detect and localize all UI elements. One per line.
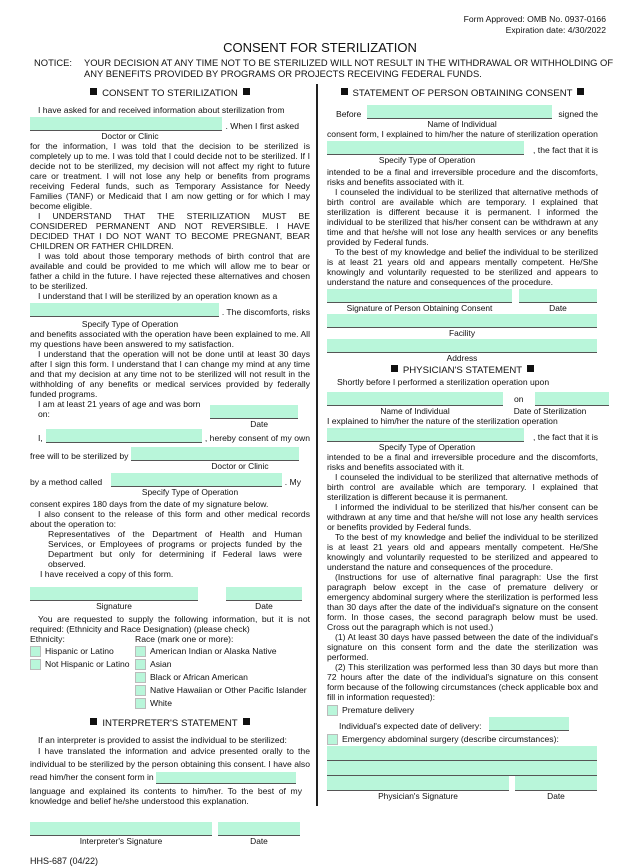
text: To the best of my knowledge and belief the individual to be sterilized is at least 21 years old and appears mentally competent. He/She knowingly and voluntarily requested to be sterilized and appeared to understand the nature and consequences of the procedure. (327, 532, 598, 572)
square-bullet-icon (527, 365, 534, 372)
signature-date-field[interactable] (226, 587, 302, 601)
square-bullet-icon (243, 88, 250, 95)
checkbox[interactable] (135, 659, 146, 670)
interpreter-signature-field[interactable] (30, 822, 212, 836)
text: I counseled the individual to be sterilized that alternative methods of birth control are available which are temporary. I explained that sterilization is different because it is permanent. (327, 472, 598, 502)
option-label: Hispanic or Latino (45, 646, 114, 656)
caption: Specify Type of Operation (81, 319, 179, 329)
caption: Date of Sterilization (513, 406, 587, 416)
text: , the fact that it is (533, 432, 598, 442)
caption: Address (446, 353, 478, 363)
notice-label: NOTICE: (34, 57, 73, 68)
doctor-clinic-field[interactable] (30, 117, 222, 131)
text: Shortly before I performed a sterilization operation upon (337, 377, 550, 387)
caption: Interpreter's Signature (79, 836, 163, 846)
caption: Specify Type of Operation (378, 442, 476, 452)
caption: Date (250, 419, 268, 429)
physician-date-field[interactable] (515, 776, 597, 791)
option-label: Asian (150, 659, 172, 669)
race-option[interactable] (135, 684, 307, 696)
text: consent form, I explained to him/her the nature of sterilization operation (327, 129, 598, 139)
checkbox[interactable] (135, 672, 146, 683)
obtaining-heading (327, 88, 598, 100)
consent-text: I have asked for and received information about sterilization from (38, 105, 285, 115)
option-label: Black or African American (150, 672, 248, 682)
obtaining-title: STATEMENT OF PERSON OBTAINING CONSENT (352, 88, 573, 99)
ethnicity-label: Ethnicity: (30, 634, 65, 644)
race-option[interactable] (135, 645, 307, 657)
option-label: Emergency abdominal surgery (describe circumstances): (342, 734, 559, 744)
form-title: CONSENT FOR STERILIZATION (223, 40, 417, 55)
signature-field[interactable] (30, 587, 198, 601)
sterilization-date-field[interactable] (535, 392, 609, 406)
text: , the fact that it is (533, 145, 598, 155)
interpreter-heading (30, 718, 310, 730)
physician-signature-field[interactable] (327, 776, 509, 791)
consent-text: Representatives of the Department of Health and Human Services, or Employees of programs or projects funded by the Department but only for determining if Federal laws were observed. (48, 529, 302, 569)
caption: Specify Type of Operation (141, 487, 239, 497)
omb-number: Form Approved: OMB No. 0937-0166 (463, 14, 606, 24)
consent-text: for the information, I was told that the decision to be sterilized is completely up to me. I was told that I could decide not to be sterilized. If I decide not to be sterilized, my decision will not affect my right to future care or treatment. I will not lose any help or benefits from programs receiving Federal funds, such as Temporary Assistance for Needy Families (TANF) or Medicaid that I am now getting or for which I may become eligible. (30, 141, 310, 211)
square-bullet-icon (341, 88, 348, 95)
obtainer-date-field[interactable] (519, 289, 597, 303)
ethnicity-not-hispanic[interactable] (30, 658, 135, 670)
caption: Signature of Person Obtaining Consent (346, 303, 493, 313)
consent-text: by a method called (30, 477, 103, 487)
square-bullet-icon (243, 718, 250, 725)
option-label: American Indian or Alaska Native (150, 646, 277, 656)
consent-text: I have received a copy of this form. (40, 569, 174, 579)
emergency-surgery-option[interactable] (327, 733, 598, 745)
consent-text: You are requested to supply the following information, but it is not required: (Ethnicity and Race Designation) (please check) (30, 614, 310, 634)
text: I counseled the individual to be sterilized that alternative methods of birth control are available which are temporary. I explained that sterilization is different because it is permanent. I informed the individual to be sterilized that his/her consent can be withdrawn at any time and that he/she will not lose any health services or any benefits provided by Federal funds. (327, 187, 598, 247)
checkbox[interactable] (30, 646, 41, 657)
consent-text: . When I first asked (225, 121, 299, 131)
caption: Name of Individual (427, 119, 497, 129)
interpreter-text: If an interpreter is provided to assist the individual to be sterilized: (38, 735, 287, 745)
consent-text: I am at least 21 years of age and was born on: (38, 399, 201, 419)
interpreter-title: INTERPRETER'S STATEMENT (102, 718, 238, 729)
text: (Instructions for use of alternative final paragraph: Use the first paragraph below except in the case of premature delivery or emergency abdominal surgery where the sterilization is performed less than 30 days after the date of the individual's signature on the consent form. In those cases, the second paragraph below must be used. Cross out the paragraph which is not used.) (327, 572, 598, 632)
interpreter-date-field[interactable] (218, 822, 300, 836)
caption: Facility (448, 328, 476, 338)
consent-text: . The discomforts, risks (221, 307, 310, 317)
caption: Date (250, 836, 268, 846)
caption: Signature (96, 601, 132, 611)
option-label: Not Hispanic or Latino (45, 659, 130, 669)
caption: Date (547, 791, 565, 801)
consent-text: . My (284, 477, 301, 487)
text: intended to be a final and irreversible procedure and the discomforts, risks and benefits associated with it. (327, 167, 598, 187)
obtaining-consent-section (327, 88, 598, 801)
circumstances-field-2[interactable] (327, 761, 597, 776)
text: To the best of my knowledge and belief the individual to be sterilized is at least 21 years old and appears mentally competent. He/She knowingly and voluntarily requested to be sterilized and appears to understand the nature and consequences of the procedure. (327, 247, 598, 287)
interpreter-text: language and explained its contents to him/her. To the best of my knowledge and belief he/she understood this explanation. (30, 786, 302, 806)
obtainer-signature-field[interactable] (327, 289, 512, 303)
checkbox[interactable] (135, 685, 146, 696)
physician-operation-type-field[interactable] (327, 428, 524, 442)
premature-delivery-option[interactable] (327, 704, 598, 716)
expiration-date: Expiration date: 4/30/2022 (505, 25, 606, 35)
language-field[interactable] (156, 772, 296, 784)
individual-name-field[interactable] (46, 429, 202, 443)
omb-info (464, 14, 606, 36)
individual-name-field[interactable] (367, 105, 552, 119)
operation-type-field[interactable] (327, 141, 524, 155)
physician-heading (327, 365, 598, 377)
text: intended to be a final and irreversible procedure and the discomforts, risks and benefits associated with it. (327, 452, 598, 472)
interpreter-paragraph (30, 745, 310, 784)
checkbox[interactable] (327, 734, 338, 745)
race-label: Race (mark one or more): (135, 634, 234, 644)
consent-text: I also consent to the release of this form and other medical records about the operation to: (30, 509, 310, 529)
address-field[interactable] (327, 339, 597, 353)
consent-text: , hereby consent of my own (204, 433, 310, 443)
consent-text: and benefits associated with the operation have been explained to me. All my questions have been answered to my satisfaction. (30, 329, 310, 349)
consent-text: I UNDERSTAND THAT THE STERILIZATION MUST BE CONSIDERED PERMANENT AND NOT REVERSIBLE. I HAVE DECIDED THAT I DO NOT WANT TO BECOME PREGNANT, BEAR CHILDREN OR FATHER CHILDREN. (30, 211, 310, 251)
checkbox[interactable] (327, 705, 338, 716)
expected-delivery-date-field[interactable] (489, 717, 569, 731)
text: Before (336, 109, 362, 119)
race-option[interactable] (135, 671, 307, 683)
notice-text: YOUR DECISION AT ANY TIME NOT TO BE STERILIZED WILL NOT RESULT IN THE WITHDRAWAL OR WITHHOLDING OF ANY BENEFITS PROVIDED BY PROGRAMS OR PROJECTS RECEIVING FEDERAL FUNDS. (84, 57, 614, 79)
circumstances-field-1[interactable] (327, 746, 597, 761)
caption: Name of Individual (380, 406, 450, 416)
text: (2) This sterilization was performed less than 30 days but more than 72 hours after the date of the individual's signature on this consent form because of the following circumstances (check applicable box and fill in information requested): (327, 662, 598, 702)
caption: Doctor or Clinic (211, 461, 269, 471)
option-label: Native Hawaiian or Other Pacific Islander (150, 685, 307, 695)
form-number: HHS-687 (04/22) (30, 856, 99, 866)
caption: Specify Type of Operation (378, 155, 476, 165)
text: on (514, 394, 524, 404)
method-field[interactable] (111, 473, 282, 487)
doctor-clinic-field-2[interactable] (131, 447, 299, 461)
consent-text: I, (38, 433, 43, 443)
consent-section (30, 88, 310, 867)
consent-text: consent expires 180 days from the date of my signature below. (30, 499, 269, 509)
consent-text: free will to be sterilized by (30, 451, 129, 461)
physician-individual-name-field[interactable] (327, 392, 503, 406)
square-bullet-icon (577, 88, 584, 95)
ethnicity-hispanic[interactable] (30, 645, 135, 657)
consent-heading (30, 88, 310, 100)
caption: Doctor or Clinic (101, 131, 159, 141)
facility-field[interactable] (327, 314, 597, 328)
text: (1) At least 30 days have passed between the date of the individual's signature on this consent form and the date the sterilization was performed. (327, 632, 598, 662)
race-option[interactable] (135, 697, 307, 709)
square-bullet-icon (90, 718, 97, 725)
caption: Date (549, 303, 567, 313)
text: I explained to him/her the nature of the sterilization operation (327, 416, 558, 426)
consent-text: I understand that I will be sterilized by an operation known as a (38, 291, 278, 301)
race-option[interactable] (135, 658, 307, 670)
checkbox[interactable] (135, 698, 146, 709)
birth-date-field[interactable] (210, 405, 298, 419)
square-bullet-icon (391, 365, 398, 372)
caption: Date (255, 601, 273, 611)
consent-text: I was told about those temporary methods of birth control that are available and could be provided to me which will allow me to bear or father a child in the future. I have rejected these alternatives and chosen to be sterilized. (30, 251, 310, 291)
notice (34, 57, 614, 79)
checkbox[interactable] (30, 659, 41, 670)
text: I informed the individual to be sterilized that his/her consent can be withdrawn at any time and that he/she will not lose any health services or benefits provided by Federal funds. (327, 502, 598, 532)
column-divider (316, 84, 318, 806)
consent-text: I understand that the operation will not be done until at least 30 days after I sign this form. I understand that I can change my mind at any time and that my decision at any time not to be sterilized will not result in the withholding of any benefits or medical services provided by federally funded programs. (30, 349, 310, 399)
caption: Physician's Signature (378, 791, 458, 801)
operation-type-field[interactable] (30, 303, 219, 317)
square-bullet-icon (90, 88, 97, 95)
text: Individual's expected date of delivery: (339, 721, 482, 731)
ethnicity-race (30, 634, 310, 710)
checkbox[interactable] (135, 646, 146, 657)
consent-title: CONSENT TO STERILIZATION (102, 88, 238, 99)
interpreter-text: I have translated the information and advice presented orally to the individual to be sterilized by the person obtaining this consent. I have also read him/her the consent form in (30, 746, 310, 782)
text: signed the (558, 109, 598, 119)
physician-title: PHYSICIAN'S STATEMENT (402, 365, 523, 376)
option-label: White (150, 698, 172, 708)
option-label: Premature delivery (342, 705, 415, 715)
